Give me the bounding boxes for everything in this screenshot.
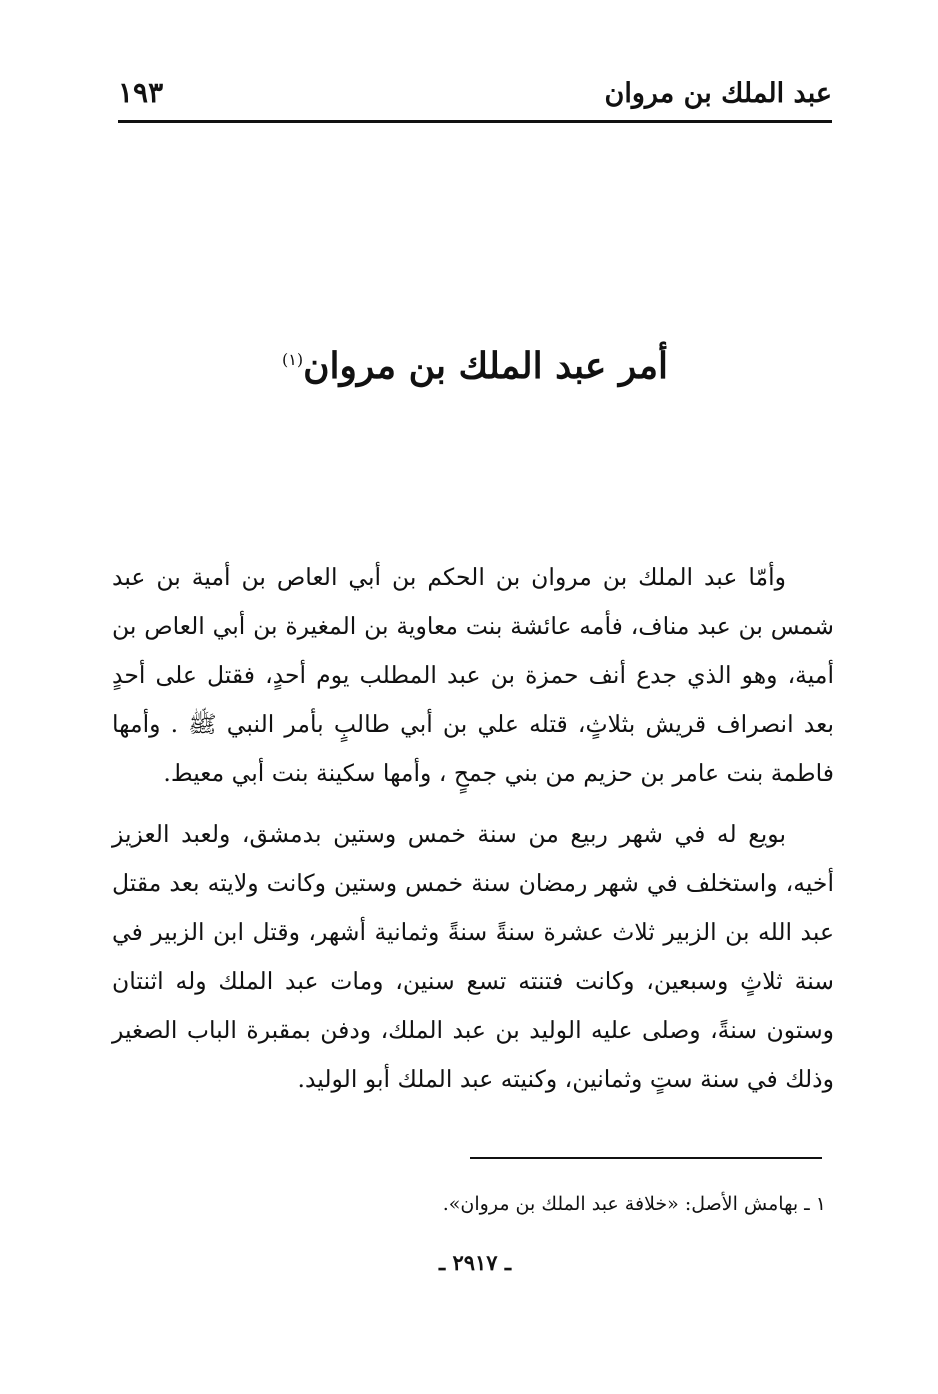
chapter-title-text: أمر عبد الملك بن مروان (303, 345, 669, 387)
header-rule (118, 120, 832, 123)
footnote-rule (470, 1157, 822, 1159)
footnote-marker[interactable]: (١) (281, 350, 304, 369)
body-text (112, 553, 834, 1104)
running-title: عبد الملك بن مروان (604, 78, 832, 109)
footnote: ١ ـ بهامش الأصل: «خلافة عبد الملك بن مروان». (442, 1193, 826, 1215)
paragraph: بويع له في شهر ربيع من سنة خمس وستين بدمشق، ولعبد العزيز أخيه، واستخلف في شهر رمضان سنة خمس وستين وكانت ولايته بعد مقتل عبد الله بن الزبير ثلاث عشرة سنةً سنةً وثمانية أشهر، وقتل ابن الزبير في سنة ثلاثٍ وسبعين، وكانت فتنته تسع سنين، ومات عبد الملك وله اثنتان وستون سنةً، وصلى عليه الوليد بن عبد الملك، ودفن بمقبرة الباب الصغير وذلك في سنة ستٍ وثمانين، وكنيته عبد الملك أبو الوليد. (112, 820, 834, 1093)
paragraph: وأمّا عبد الملك بن مروان بن الحكم بن أبي العاص بن أمية بن عبد شمس بن عبد مناف، فأمه عائشة بنت معاوية بن المغيرة بن أبي العاص بن أمية، وهو الذي جدع أنف حمزة بن عبد المطلب يوم أحدٍ، فقتل على أحدٍ بعد انصراف قريش بثلاثٍ، قتله علي بن أبي طالبٍ بأمر النبي ﷺ . وأمها فاطمة بنت عامر بن حزيم من بني جمحٍ ، وأمها سكينة بنت أبي معيط. (112, 563, 834, 787)
folio-number: ـ ٢٩١٧ ـ (438, 1250, 512, 1275)
page-number: ١٩٣ (118, 76, 164, 109)
chapter-title (118, 330, 832, 396)
running-head (118, 70, 832, 118)
